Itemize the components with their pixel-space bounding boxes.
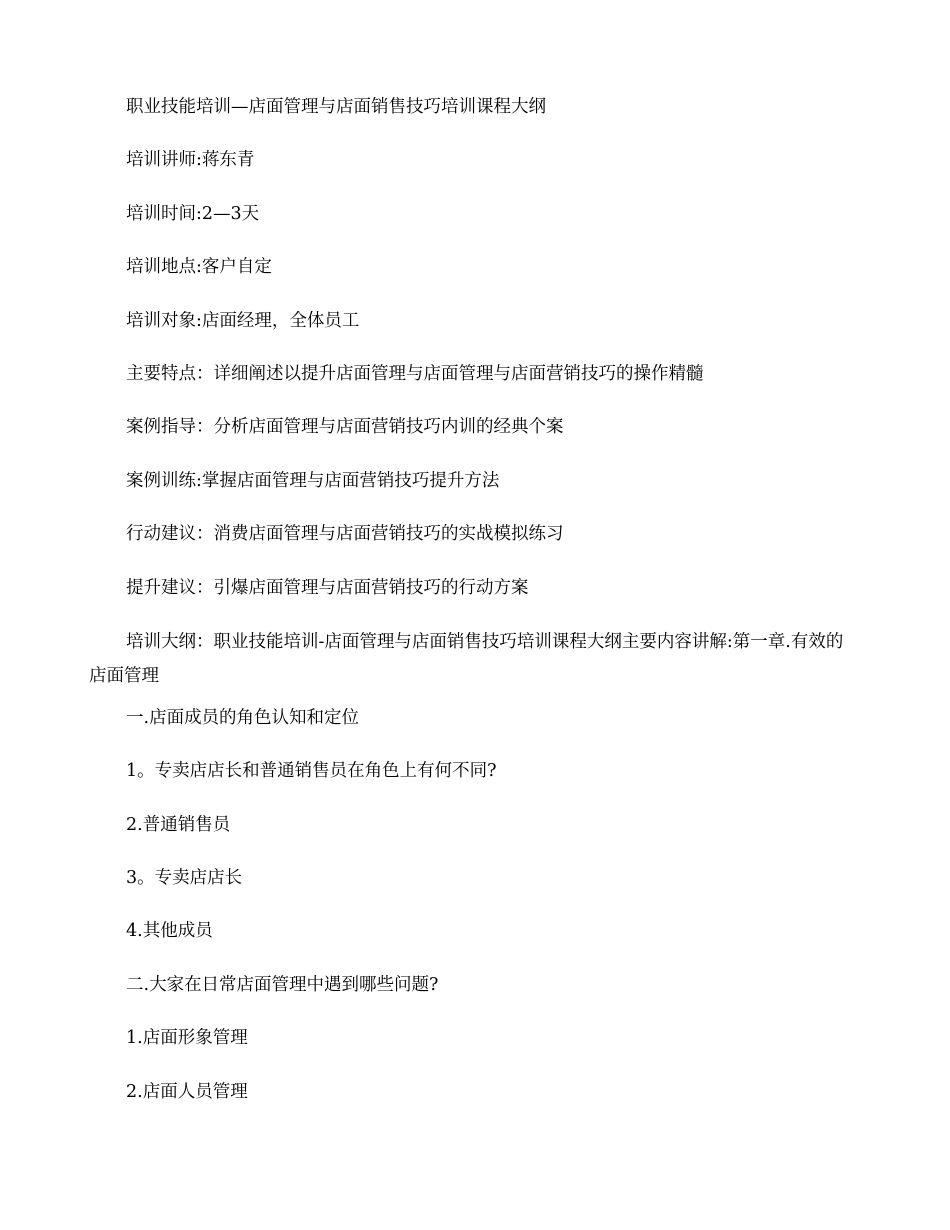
list-item: 4.其他成员 xyxy=(126,921,213,942)
section-heading-problems: 二.大家在日常店面管理中遇到哪些问题? xyxy=(126,974,439,995)
list-item: 1.店面形象管理 xyxy=(126,1028,248,1049)
training-duration-line: 培训时间:2—3天 xyxy=(126,203,260,224)
case-guidance-line: 案例指导：分析店面管理与店面营销技巧内训的经典个案 xyxy=(126,417,564,438)
trainer-line: 培训讲师:蒋东青 xyxy=(126,150,255,171)
list-item: 2.普通销售员 xyxy=(126,814,231,835)
course-title: 职业技能培训—店面管理与店面销售技巧培训课程大纲 xyxy=(126,97,546,117)
section-heading-roles: 一.店面成员的角色认知和定位 xyxy=(126,707,360,728)
list-item: 3。专卖店店长 xyxy=(126,868,243,889)
action-suggestion-line: 行动建议：消费店面管理与店面营销技巧的实战模拟练习 xyxy=(126,524,564,545)
improvement-suggestion-line: 提升建议：引爆店面管理与店面营销技巧的行动方案 xyxy=(126,577,529,598)
training-audience-line: 培训对象:店面经理，全体员工 xyxy=(126,310,360,331)
training-outline-paragraph: 培训大纲：职业技能培训-店面管理与店面销售技巧培训课程大纲主要内容讲解:第一章.有效的店面管理 xyxy=(89,631,844,686)
training-location-line: 培训地点:客户自定 xyxy=(126,257,272,278)
list-item: 2.店面人员管理 xyxy=(126,1081,248,1102)
case-training-line: 案例训练:掌握店面管理与店面营销技巧提升方法 xyxy=(126,470,500,491)
document-body xyxy=(89,98,859,1136)
list-item: 1。专卖店店长和普通销售员在角色上有何不同? xyxy=(126,761,497,782)
main-features-line: 主要特点：详细阐述以提升店面管理与店面管理与店面营销技巧的操作精髓 xyxy=(126,363,704,384)
